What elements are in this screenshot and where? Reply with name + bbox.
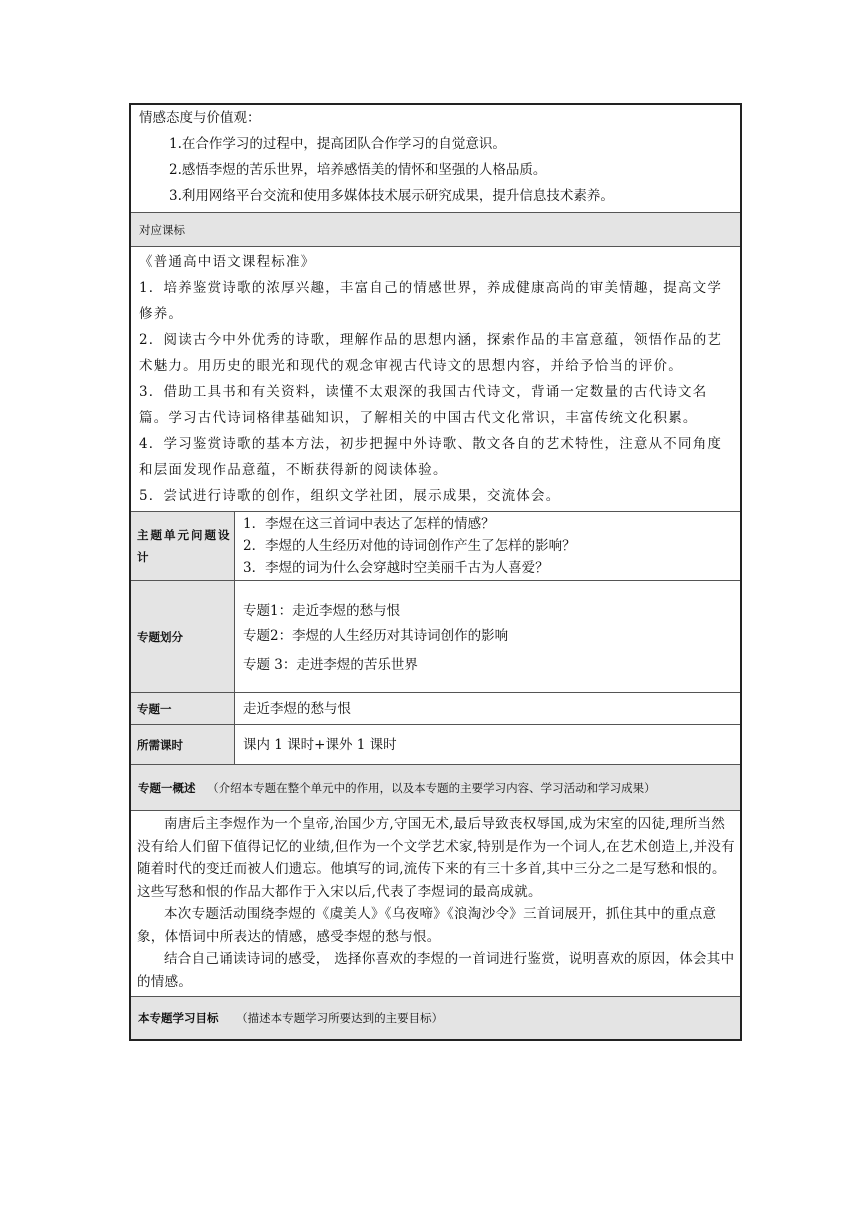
overview-note: （介绍本专题在整个单元中的作用，以及本专题的主要学习内容、学习活动和学习成果） (207, 781, 656, 795)
topic-one-value: 走近李煜的愁与恨 (243, 701, 351, 717)
overview-paragraph: 本次专题活动围绕李煜的《虞美人》《乌夜啼》《浪淘沙令》三首词展开，抓住其中的重点意象，体悟词中所表达的情感，感受李煜的愁与恨。 (137, 906, 717, 945)
topic-one-label: 专题一 (131, 693, 235, 724)
topic-one-row (131, 693, 740, 725)
hours-value: 课内 1 课时+课外 1 课时 (243, 737, 397, 753)
hours-row (131, 725, 740, 765)
overview-paragraph: 南唐后主李煜作为一个皇帝,治国少方,守国无术,最后导致丧权辱国,成为宋室的囚徒,理所当然没有给人们留下值得记忆的业绩,但作为一个文学艺术家,特别是作为一个词人,在艺术创造上,并没有随着时代的变迁而被人们遗忘。他填写的词,流传下来的有三十多首,其中三分之二是写愁和恨的。这些写愁和恨的作品大都作于入宋以后,代表了李煜词的最高成就。 (137, 816, 735, 900)
hours-label: 所需课时 (131, 725, 235, 764)
questions-row (131, 512, 740, 581)
standard-section (131, 247, 740, 512)
emotion-item: 3.利用网络平台交流和使用多媒体技术展示研究成果，提升信息技术素养。 (169, 188, 614, 204)
standard-title: 《普通高中语文课程标准》 (139, 254, 316, 270)
lesson-plan-table (129, 103, 742, 1041)
emotion-section (131, 105, 740, 213)
standard-label: 对应课标 (139, 223, 185, 237)
standard-item: 4．学习鉴赏诗歌的基本方法，初步把握中外诗歌、散文各自的艺术特性，注意从不同角度和层面发现作品意蕴，不断获得新的阅读体验。 (139, 436, 723, 478)
emotion-item: 2.感悟李煜的苦乐世界，培养感悟美的情怀和坚强的人格品质。 (169, 162, 547, 178)
standard-item: 3．借助工具书和有关资料，读懂不太艰深的我国古代诗文，背诵一定数量的古代诗文名篇。学习古代诗词格律基础知识，了解相关的中国古代文化常识，丰富传统文化积累。 (139, 384, 708, 426)
overview-label-row (131, 765, 740, 811)
goals-label: 本专题学习目标 (138, 1011, 219, 1025)
standard-item: 5．尝试进行诗歌的创作，组织文学社团，展示成果，交流体会。 (139, 488, 561, 504)
goals-note: （描述本专题学习所要达到的主要目标） (236, 1011, 444, 1025)
overview-paragraph: 结合自己诵读诗词的感受， 选择你喜欢的李煜的一首词进行鉴赏，说明喜欢的原因，体会其中的情感。 (137, 951, 735, 990)
topics-label: 专题划分 (131, 581, 235, 692)
standard-item: 1．培养鉴赏诗歌的浓厚兴趣，丰富自己的情感世界，养成健康高尚的审美情趣，提高文学修养。 (139, 280, 723, 322)
overview-label: 专题一概述 (138, 781, 196, 795)
topic-item: 专题 3：走进李煜的苦乐世界 (243, 657, 418, 673)
question-item: 3．李煜的词为什么会穿越时空美丽千古为人喜爱？ (243, 560, 549, 576)
standard-item: 2．阅读古今中外优秀的诗歌，理解作品的思想内涵，探索作品的丰富意蕴，领悟作品的艺术魅力。用历史的眼光和现代的观念审视古代诗文的思想内容，并给予恰当的评价。 (139, 332, 723, 374)
topic-item: 专题2：李煜的人生经历对其诗词创作的影响 (243, 628, 509, 644)
topics-list (235, 581, 740, 692)
overview-section (131, 811, 740, 997)
question-item: 2．李煜的人生经历对他的诗词创作产生了怎样的影响？ (243, 538, 576, 554)
question-item: 1．李煜在这三首词中表达了怎样的情感？ (243, 516, 495, 532)
questions-label: 主题单元问题设计 (131, 512, 235, 580)
emotion-item: 1.在合作学习的过程中，提高团队合作学习的自觉意识。 (169, 136, 506, 152)
topics-row (131, 581, 740, 693)
questions-list (235, 512, 740, 580)
standard-label-row (131, 213, 740, 247)
topic-item: 专题1：走近李煜的愁与恨 (243, 603, 401, 619)
goals-label-row (131, 997, 740, 1039)
emotion-heading: 情感态度与价值观： (139, 110, 261, 126)
